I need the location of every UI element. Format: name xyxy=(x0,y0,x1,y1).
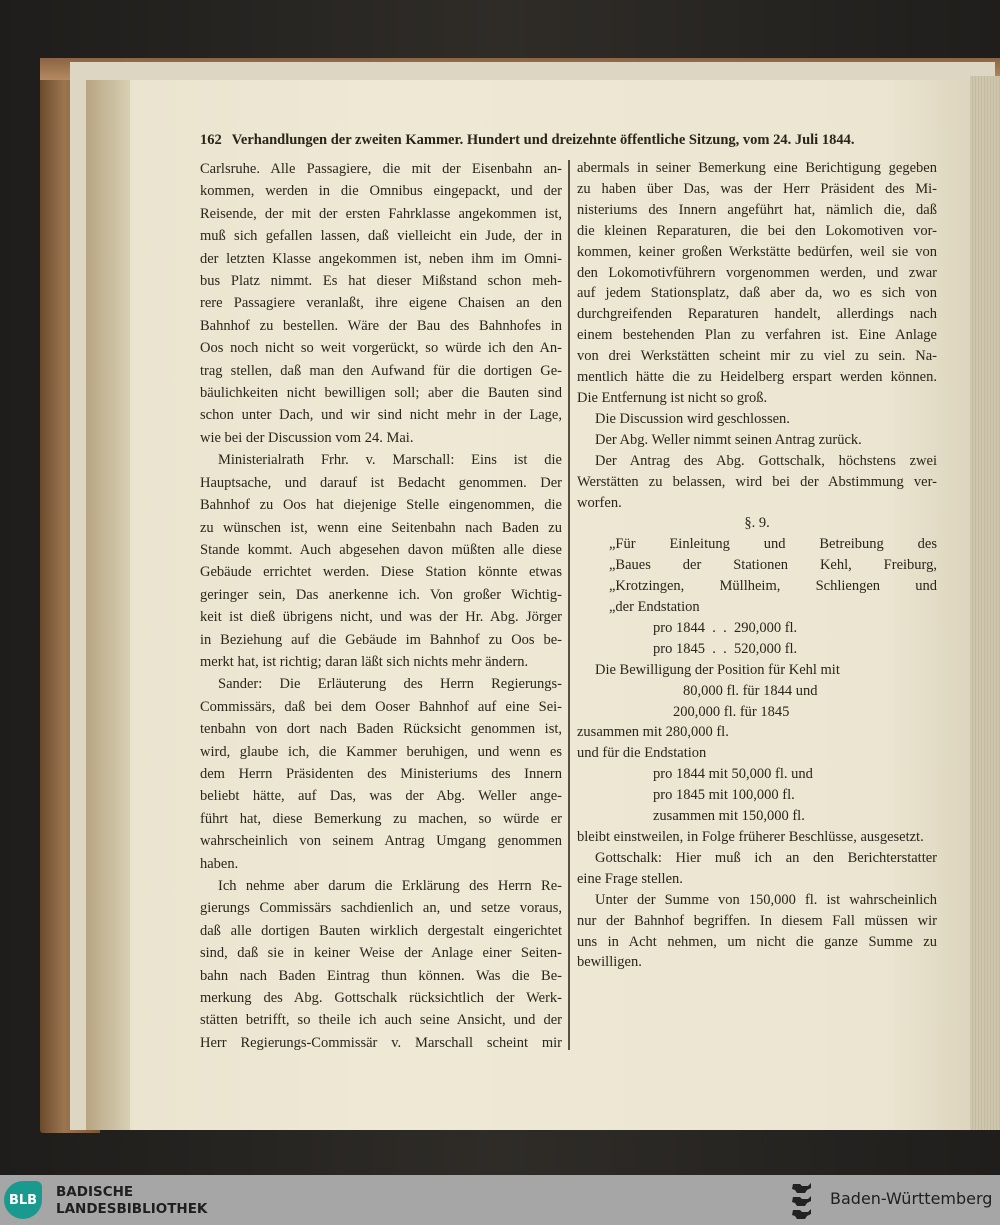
text-line: kommen, werden in die Omnibus eingepackt, und der xyxy=(200,183,562,200)
text-line: „der Endstation xyxy=(609,599,700,616)
text-line: 80,000 fl. für 1844 und xyxy=(683,682,818,699)
text-line: dem Herrn Präsidenten des Ministeriums des Innern xyxy=(200,765,562,782)
text-line: Die Discussion wird geschlossen. xyxy=(595,410,790,427)
text-line: tenbahn von dort nach Baden Rücksicht genommen ist, xyxy=(200,721,562,738)
library-name[interactable] xyxy=(56,1184,207,1218)
text-line: uns in Acht nehmen, um nicht die ganze Summe zu xyxy=(577,933,937,950)
text-line: bleibt einstweilen, in Folge früherer Beschlüsse, ausgesetzt. xyxy=(577,829,924,845)
text-line: „Krotzingen, Müllheim, Schliengen und xyxy=(609,578,937,595)
text-line: einem bestehenden Plan zu verfahren ist. Eine Anlage xyxy=(577,327,937,344)
text-line: kommen, keiner großen Werkstätte bedürfen, weil sie von xyxy=(577,243,937,260)
blb-logo[interactable]: BLB xyxy=(4,1181,42,1219)
text-line: zusammen mit 150,000 fl. xyxy=(653,808,805,825)
text-line: wird, glaube ich, die Kammer beruhigen, und wenn es xyxy=(200,743,562,760)
text-line: in Beziehung auf die Gebäude im Bahnhof zu Oos be- xyxy=(200,631,562,648)
text-line: Gebäude errichtet werden. Diese Station könnte etwas xyxy=(200,564,562,581)
text-line: Der Abg. Weller nimmt seinen Antrag zurück. xyxy=(595,431,862,448)
text-line: Der Antrag des Abg. Gottschalk, höchstens zwei xyxy=(595,452,937,469)
state-name[interactable]: Baden-Württemberg xyxy=(830,1189,993,1208)
text-line: zusammen mit 280,000 fl. xyxy=(577,724,729,741)
text-line: schon unter Dach, und wir sind nicht mehr in der Lage, xyxy=(200,407,562,424)
library-name-line2: LANDESBIBLIOTHEK xyxy=(56,1201,208,1217)
text-line: die kleinen Reparaturen, die bei den Lokomotiven vor- xyxy=(577,222,937,239)
text-line: pro 1844 mit 50,000 fl. und xyxy=(653,766,813,783)
running-title: Verhandlungen der zweiten Kammer. Hundert und dreizehnte öffentliche Sitzung, vom 24. Juli 1844. xyxy=(231,132,855,148)
text-line: 200,000 fl. für 1845 xyxy=(673,703,790,720)
text-line: stätten betrifft, so theile ich auch seine Ansicht, und der xyxy=(200,1012,562,1029)
text-line: sind, daß sie in keiner Weise der Anlage einer Seiten- xyxy=(200,945,562,962)
text-line: bus Platz nimmt. Es hat dieser Mißstand schon meh- xyxy=(200,273,562,290)
text-line: wie bei der Discussion vom 24. Mai. xyxy=(200,429,414,446)
footer-bar xyxy=(0,1175,1000,1225)
text-line: bahn nach Baden Eintrag thun können. Was die Be- xyxy=(200,967,562,984)
text-line: zu haben über Das, was der Herr Präsident des Mi- xyxy=(577,180,937,197)
text-line: nur der Bahnhof begriffen. In diesem Fall müssen wir xyxy=(577,912,937,929)
text-line: wahrscheinlich von seinem Antrag Umgang genommen xyxy=(200,833,562,850)
text-line: §. 9. xyxy=(744,515,770,532)
text-line: muß sich gefallen lassen, daß vielleicht ein Jude, der in xyxy=(200,228,562,245)
text-line: rere Passagiere veranlaßt, ihre eigene Chaisen an den xyxy=(200,295,562,312)
three-lions-icon xyxy=(790,1180,816,1220)
text-line: durchgreifenden Reparaturen handelt, allerdings nach xyxy=(577,306,937,323)
text-line: Carlsruhe. Alle Passagiere, die mit der Eisenbahn an- xyxy=(200,161,562,177)
library-name-line1: BADISCHE xyxy=(56,1184,134,1200)
text-line: keit ist dieß übrigens nicht, und was der Hr. Abg. Jörger xyxy=(200,609,562,626)
text-line: haben. xyxy=(200,855,239,872)
text-line: den Lokomotivführern vorgenommen werden, und zwar xyxy=(577,264,937,281)
text-line: von drei Werkstätten scheint mir zu viel zu sein. Na- xyxy=(577,348,937,365)
text-line: Bahnhof zu Oos hat diejenige Stelle eingenommen, die xyxy=(200,497,562,514)
text-line: und für die Endstation xyxy=(577,745,707,762)
text-line: der letzten Klasse angekommen ist, neben ihm im Omni- xyxy=(200,250,562,267)
text-line: „Für Einleitung und Betreibung des xyxy=(609,536,937,553)
text-line: Commissärs, daß bei dem Ooser Bahnhof auf eine Sei- xyxy=(200,698,562,715)
text-line: nisteriums des Innern angeführt hat, nämlich die, daß xyxy=(577,201,937,218)
text-line: bewilligen. xyxy=(577,954,642,971)
text-line: Sander: Die Erläuterung des Herrn Regierungs- xyxy=(218,676,562,693)
text-line: trag stellen, daß man den Aufwand für die dortigen Ge- xyxy=(200,362,562,379)
text-line: gierungs Commissärs sachdienlich an, und setze voraus, xyxy=(200,900,562,917)
text-line: bäulichkeiten nicht bewilligen soll; aber die Bauten sind xyxy=(200,385,562,402)
text-line: merkung des Abg. Gottschalk rücksichtlich der Werk- xyxy=(200,990,562,1007)
text-line: daß alle dortigen Bauten wirklich dergestalt eingerichtet xyxy=(200,922,562,939)
running-header xyxy=(200,132,936,149)
text-line: pro 1845 . . 520,000 fl. xyxy=(653,640,798,657)
text-line: beliebt hätte, auf Das, was der Abg. Weller ange- xyxy=(200,788,562,805)
text-line: Unter der Summe von 150,000 fl. ist wahrscheinlich xyxy=(595,891,937,908)
text-line: Stande kommt. Auch abgesehen davon müßten alle diese xyxy=(200,541,562,558)
text-line: worfen. xyxy=(577,494,622,511)
text-line: merkt hat, ist richtig; daran läßt sich nichts mehr ändern. xyxy=(200,653,529,670)
page-gutter xyxy=(86,80,130,1130)
text-line: geringer sein, Das anerkenne ich. Von großer Wichtig- xyxy=(200,586,562,603)
text-line: führt hat, diese Bemerkung zu machen, so würde er xyxy=(200,810,562,827)
text-line: mentlich hätte die zu Heidelberg erspart werden können. xyxy=(577,369,937,386)
text-line: Reisende, der mit der ersten Fahrklasse angekommen ist, xyxy=(200,205,562,222)
column-divider xyxy=(568,160,570,1050)
text-line: Bahnhof zu bestellen. Wäre der Bau des Bahnhofes in xyxy=(200,317,562,334)
text-line: Die Entfernung ist nicht so groß. xyxy=(577,389,768,406)
text-line: Werstätten zu belassen, wird bei der Abstimmung ver- xyxy=(577,473,937,490)
text-line: abermals in seiner Bemerkung eine Berichtigung gegeben xyxy=(577,160,937,176)
text-line: Oos noch nicht so weit vorgerückt, so würde ich den An- xyxy=(200,340,562,357)
text-line: Gottschalk: Hier muß ich an den Berichterstatter xyxy=(595,849,937,866)
text-line: Herr Regierungs-Commissär v. Marschall scheint mir xyxy=(200,1034,562,1051)
text-line: auf jedem Stationsplatz, daß aber da, wo es sich von xyxy=(577,285,937,302)
text-line: Ministerialrath Frhr. v. Marschall: Eins ist die xyxy=(218,452,562,469)
text-line: Die Bewilligung der Position für Kehl mit xyxy=(595,661,840,678)
left-text-column xyxy=(200,158,562,1054)
text-line: „Baues der Stationen Kehl, Freiburg, xyxy=(609,557,937,574)
text-line: pro 1844 . . 290,000 fl. xyxy=(653,619,798,636)
text-line: zu wünschen ist, wenn eine Seitenbahn nach Baden zu xyxy=(200,519,562,536)
page-number: 162 xyxy=(200,132,222,148)
text-line: Hauptsache, und darauf ist Bedacht genommen. Der xyxy=(200,474,562,491)
right-text-column xyxy=(577,158,937,973)
text-line: eine Frage stellen. xyxy=(577,870,683,887)
text-line: Ich nehme aber darum die Erklärung des Herrn Re- xyxy=(218,878,562,894)
page-stack-edge xyxy=(970,76,1000,1130)
text-line: pro 1845 mit 100,000 fl. xyxy=(653,787,795,804)
